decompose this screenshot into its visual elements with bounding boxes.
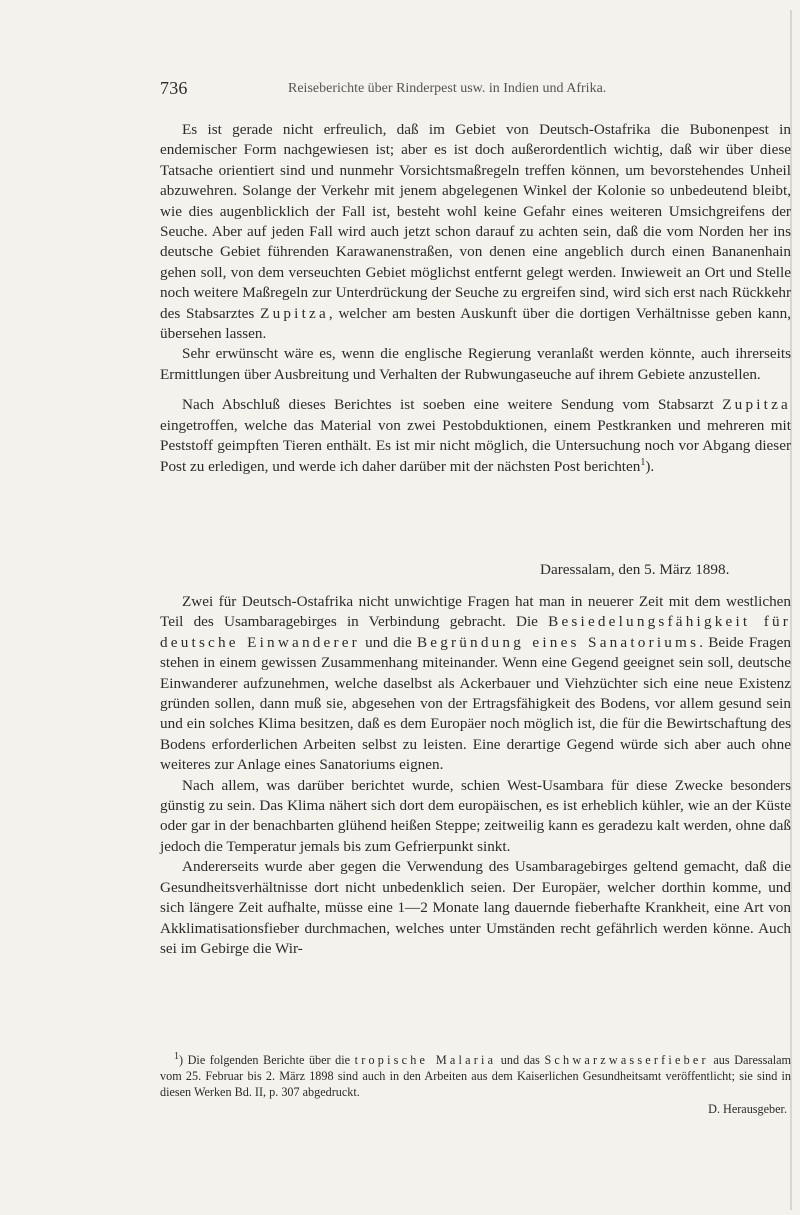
spaced-term-besiedelung: Besiedelungsfähigkeit für deutsche Einwanderer: [160, 613, 792, 651]
spaced-term-schwarzwasserfieber: Schwarzwasserfieber: [544, 1053, 709, 1067]
paragraph-6: [160, 857, 791, 959]
paragraph-3-text-before: Nach Abschluß dieses Berichtes ist soeben eine weitere Sendung vom Stabsarzt: [182, 396, 714, 414]
paragraph-2-text: Sehr erwünscht wäre es, wenn die englische Regierung veranlaßt werden könnte, auch ihrerseits Ermittlungen über Ausbreitung und Verhalten der Rubwungaseuche auf ihrem Gebiete anzustellen.: [160, 345, 791, 383]
paragraph-1-text: Es ist gerade nicht erfreulich, daß im Gebiet von Deutsch-Ostafrika die Bubonenpest in endemischer Form nachgewiesen ist; aber es ist doch außerordentlich wichtig, daß wir über diese Tatsache orientiert sind und nunmehr Vorsichtsmaßregeln treffen können, um bevorstehendes Unheil abzuwehren. Solange der Verkehr mit jenem abgelegenen Winkel der Kolonie so unbedeutend bleibt, wie dies augenblicklich der Fall ist, besteht wohl keine Gefahr eines weiteren Umsichgreifens der Seuche. Aber auf jeden Fall wird auch jetzt schon darauf zu achten sein, daß die vom Norden her ins deutsche Gebiet führenden Karawanenstraßen, von denen eine angeblich durch einen Bananenhain gehen soll, von dem verseuchten Gebiet möglichst entfernt gelegt werden. Inwieweit an Ort und Stelle noch weitere Maßregeln zur Unterdrückung der Seuche zu ergreifen sind, wird sich erst nach Rückkehr des Stabsarztes: [160, 121, 791, 322]
footnote-text-mid: und das: [500, 1053, 540, 1067]
paragraph-1-text-after: , welcher am besten Auskunft über die dortigen Verhältnisse geben kann, übersehen lassen.: [160, 304, 791, 343]
page-number: 736: [160, 78, 188, 98]
running-head: Reiseberichte über Rinderpest usw. in Indien und Afrika.: [288, 81, 607, 96]
footnote-mark: 1: [174, 1050, 179, 1062]
footnote-author: D. Herausgeber.: [708, 1101, 787, 1116]
paragraph-4: [160, 592, 791, 776]
page-header: [160, 78, 680, 100]
footnote-text: [160, 1052, 791, 1101]
spaced-term-sanatorium: Begründung eines Sanatoriums: [416, 633, 700, 651]
paragraph-4-text-mid: und die: [365, 633, 412, 651]
paragraph-3-text: eingetroffen, welche das Material von zwei Pestobduktionen, einem Pestkranken und mehreren mit Peststoff geimpften Tieren enthält. Es ist mir nicht möglich, die Untersuchung noch vor Abgang dieser Post zu erledigen, und werde ich daher darüber mit der nächsten Post berichten: [160, 416, 791, 475]
person-name-zupitza-2: Zupitza: [722, 396, 791, 414]
paragraph-3: [160, 395, 791, 477]
paragraph-1: [160, 120, 791, 344]
body-text-upper: [160, 120, 791, 477]
paragraph-2: [160, 344, 791, 385]
paragraph-4-text-before: Zwei für Deutsch-Ostafrika nicht unwichtige Fragen hat man in neuerer Zeit mit dem westlichen Teil des Usambaragebirges in Verbindung gebracht. Die: [160, 593, 791, 631]
paragraph-4-text-after: . Beide Fragen stehen in einem gewissen Zusammenhang miteinander. Wenn eine Gegend geeignet sein soll, deutsche Einwanderer aufzunehmen, welche daselbst als Ackerbauer und Viehzüchter sich eine neue Existenz gründen sollen, dann muß sie, abgesehen von der Ertragsfähigkeit des Bodens, vor allem gesund sein und ein solches Klima besitzen, daß es dem Europäer noch möglich ist, die für die Bewirtschaftung des Bodens erforderlichen Arbeiten selbst zu leisten. Eine derartige Gegend würde sich aber auch ohne weiteres zur Anlage eines Sanatoriums eignen.: [160, 633, 792, 774]
footnote-text-before: ) Die folgenden Berichte über die: [179, 1053, 351, 1067]
spaced-term-malaria: tropische Malaria: [354, 1053, 497, 1067]
footnote-text-after: aus Daressalam vom 25. Februar bis 2. März 1898 sind auch in den Arbeiten aus dem Kaiserlichen Gesundheitsamt veröffentlicht; sie sind in diesen Werken Bd. II, p. 307 abgedruckt.: [160, 1053, 792, 1100]
paragraph-3-text-end: ).: [645, 457, 655, 475]
person-name-zupitza: Zupitza: [260, 304, 329, 322]
paragraph-5-text: Nach allem, was darüber berichtet wurde, schien West-Usambara für diese Zwecke besonders günstig zu sein. Das Klima nähert sich dort dem europäischen, es ist erheblich kühler, wie an der Küste oder gar in der benachbarten glühend heißen Steppe; zeitweilig kann es geradezu kalt werden, ohne daß jedoch die Temperatur jemals bis zum Gefrierpunkt sinkt.: [160, 776, 791, 855]
dateline: Daressalam, den 5. März 1898.: [540, 561, 730, 578]
body-text-lower: [160, 592, 791, 959]
footnote-reference: 1: [640, 456, 646, 468]
footnote: [160, 1052, 791, 1117]
paragraph-5: [160, 776, 791, 858]
paragraph-6-text: Andererseits wurde aber gegen die Verwendung des Usambaragebirges geltend gemacht, daß die Gesundheitsverhältnisse dort nicht unbedenklich seien. Der Europäer, welcher dorthin komme, und sich längere Zeit aufhalte, müsse eine 1—2 Monate lang dauernde fieberhafte Krankheit, eine Art von Akklimatisationsfieber durchmachen, welches unter Umständen recht gefährlich werden könne. Auch sei im Gebirge die Wir-: [160, 858, 791, 957]
